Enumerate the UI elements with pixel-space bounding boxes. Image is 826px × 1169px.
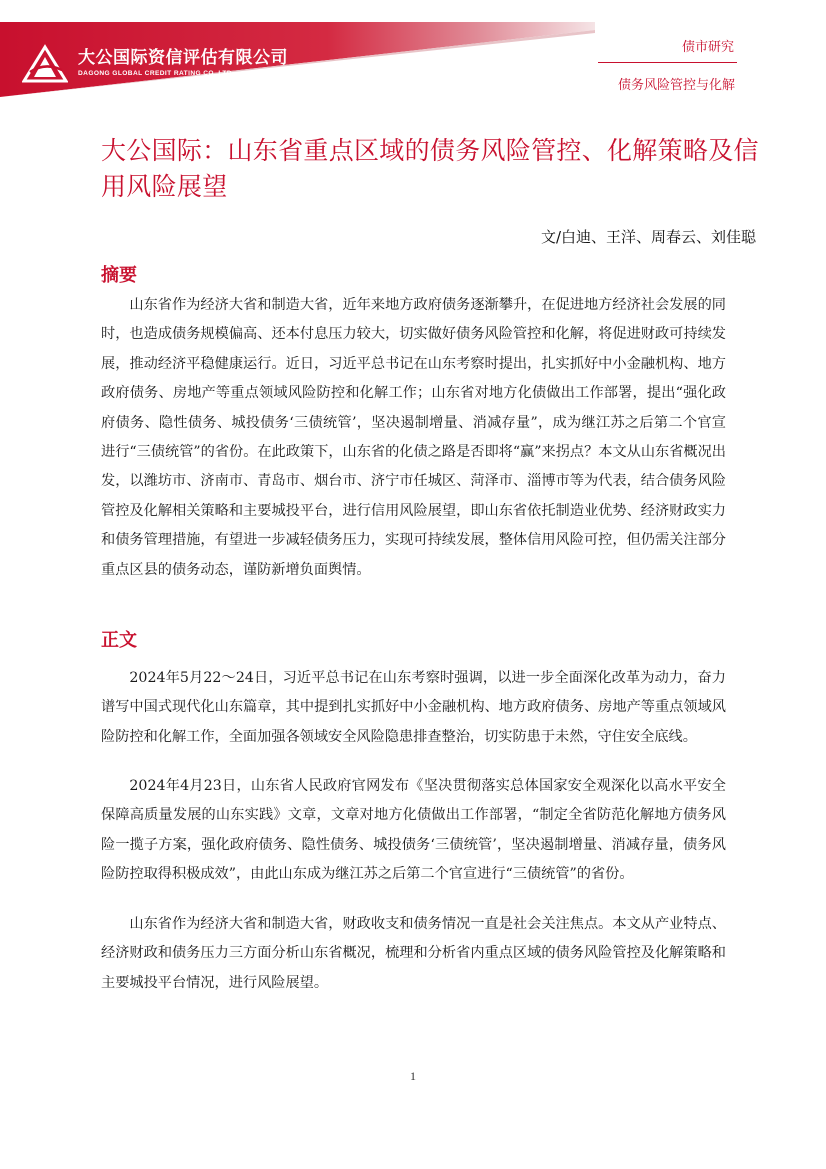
category-label: 债市研究: [681, 40, 734, 55]
brand-name-en: DAGONG GLOBAL CREDIT RATING CO.,LTD: [78, 70, 232, 77]
body-paragraph-1: 2024年5月22～24日，习近平总书记在山东考察时强调，以进一步全面深化改革为动力，奋力谱写中国式现代化山东篇章，其中提到扎实抓好中小金融机构、地方政府债务、房地产等重点领域风险防控和化解工作，全面加强各领域安全风险隐患排查整治，切实防患于未然，守住安全底线。: [101, 670, 726, 745]
brand-name-cn: 大公国际资信评估有限公司: [78, 48, 288, 68]
abstract-paragraph: 山东省作为经济大省和制造大省，近年来地方政府债务逐渐攀升，在促进地方经济社会发展的同时，也造成债务规模偏高、还本付息压力较大，切实做好债务风险管控和化解，将促进财政可持续发展，推动经济平稳健康运行。近日，习近平总书记在山东考察时提出，扎实抓好中小金融机构、地方政府债务、房地产等重点领域风险防控和化解工作；山东省对地方化债做出工作部署，提出“强化政府债务、隐性债务、城投债务‘三债统管’，坚决遏制增量、消减存量”，成为继江苏之后第二个官宣进行“三债统管”的省份。在此政策下，山东省的化债之路是否即将“赢”来拐点？本文从山东省概况出发，以潍坊市、济南市、青岛市、烟台市、济宁市任城区、菏泽市、淄博市等为代表，结合债务风险管控及化解相关策略和主要城投平台，进行信用风险展望，即山东省依托制造业优势、经济财政实力和债务管理措施，有望进一步减轻债务压力，实现可持续发展，整体信用风险可控，但仍需关注部分重点区县的债务动态，谨防新增负面舆情。: [101, 297, 726, 578]
subcategory-label: 债务风险管控与化解: [617, 78, 735, 93]
body-paragraph-3: 山东省作为经济大省和制造大省，财政收支和债务情况一直是社会关注焦点。本文从产业特点、经济财政和债务压力三方面分析山东省概况，梳理和分析省内重点区域的债务风险管控及化解策略和主要城投平台情况，进行风险展望。: [101, 916, 726, 991]
body-paragraph-2: 2024年4月23日，山东省人民政府官网发布《坚决贯彻落实总体国家安全观深化以高水平安全保障高质量发展的山东实践》文章，文章对地方化债做出工作部署，“制定全省防范化解地方债务风险一揽子方案，强化政府债务、隐性债务、城投债务‘三债统管’，坚决遏制增量、消减存量，债务风险防控取得积极成效”，由此山东成为继江苏之后第二个官宣进行“三债统管”的省份。: [101, 778, 726, 883]
header-divider: [598, 62, 737, 63]
body-heading: 正文: [101, 630, 137, 651]
brand-name: [78, 48, 288, 77]
page-header: [0, 0, 826, 100]
abstract-heading: 摘要: [101, 265, 137, 286]
authors-line: 文/白迪、王洋、周春云、刘佳聪: [540, 228, 756, 246]
page-number: 1: [410, 1069, 416, 1083]
dagong-logo-icon: [22, 44, 68, 84]
page-title: 大公国际：山东省重点区域的债务风险管控、化解策略及信用风险展望: [101, 136, 759, 201]
